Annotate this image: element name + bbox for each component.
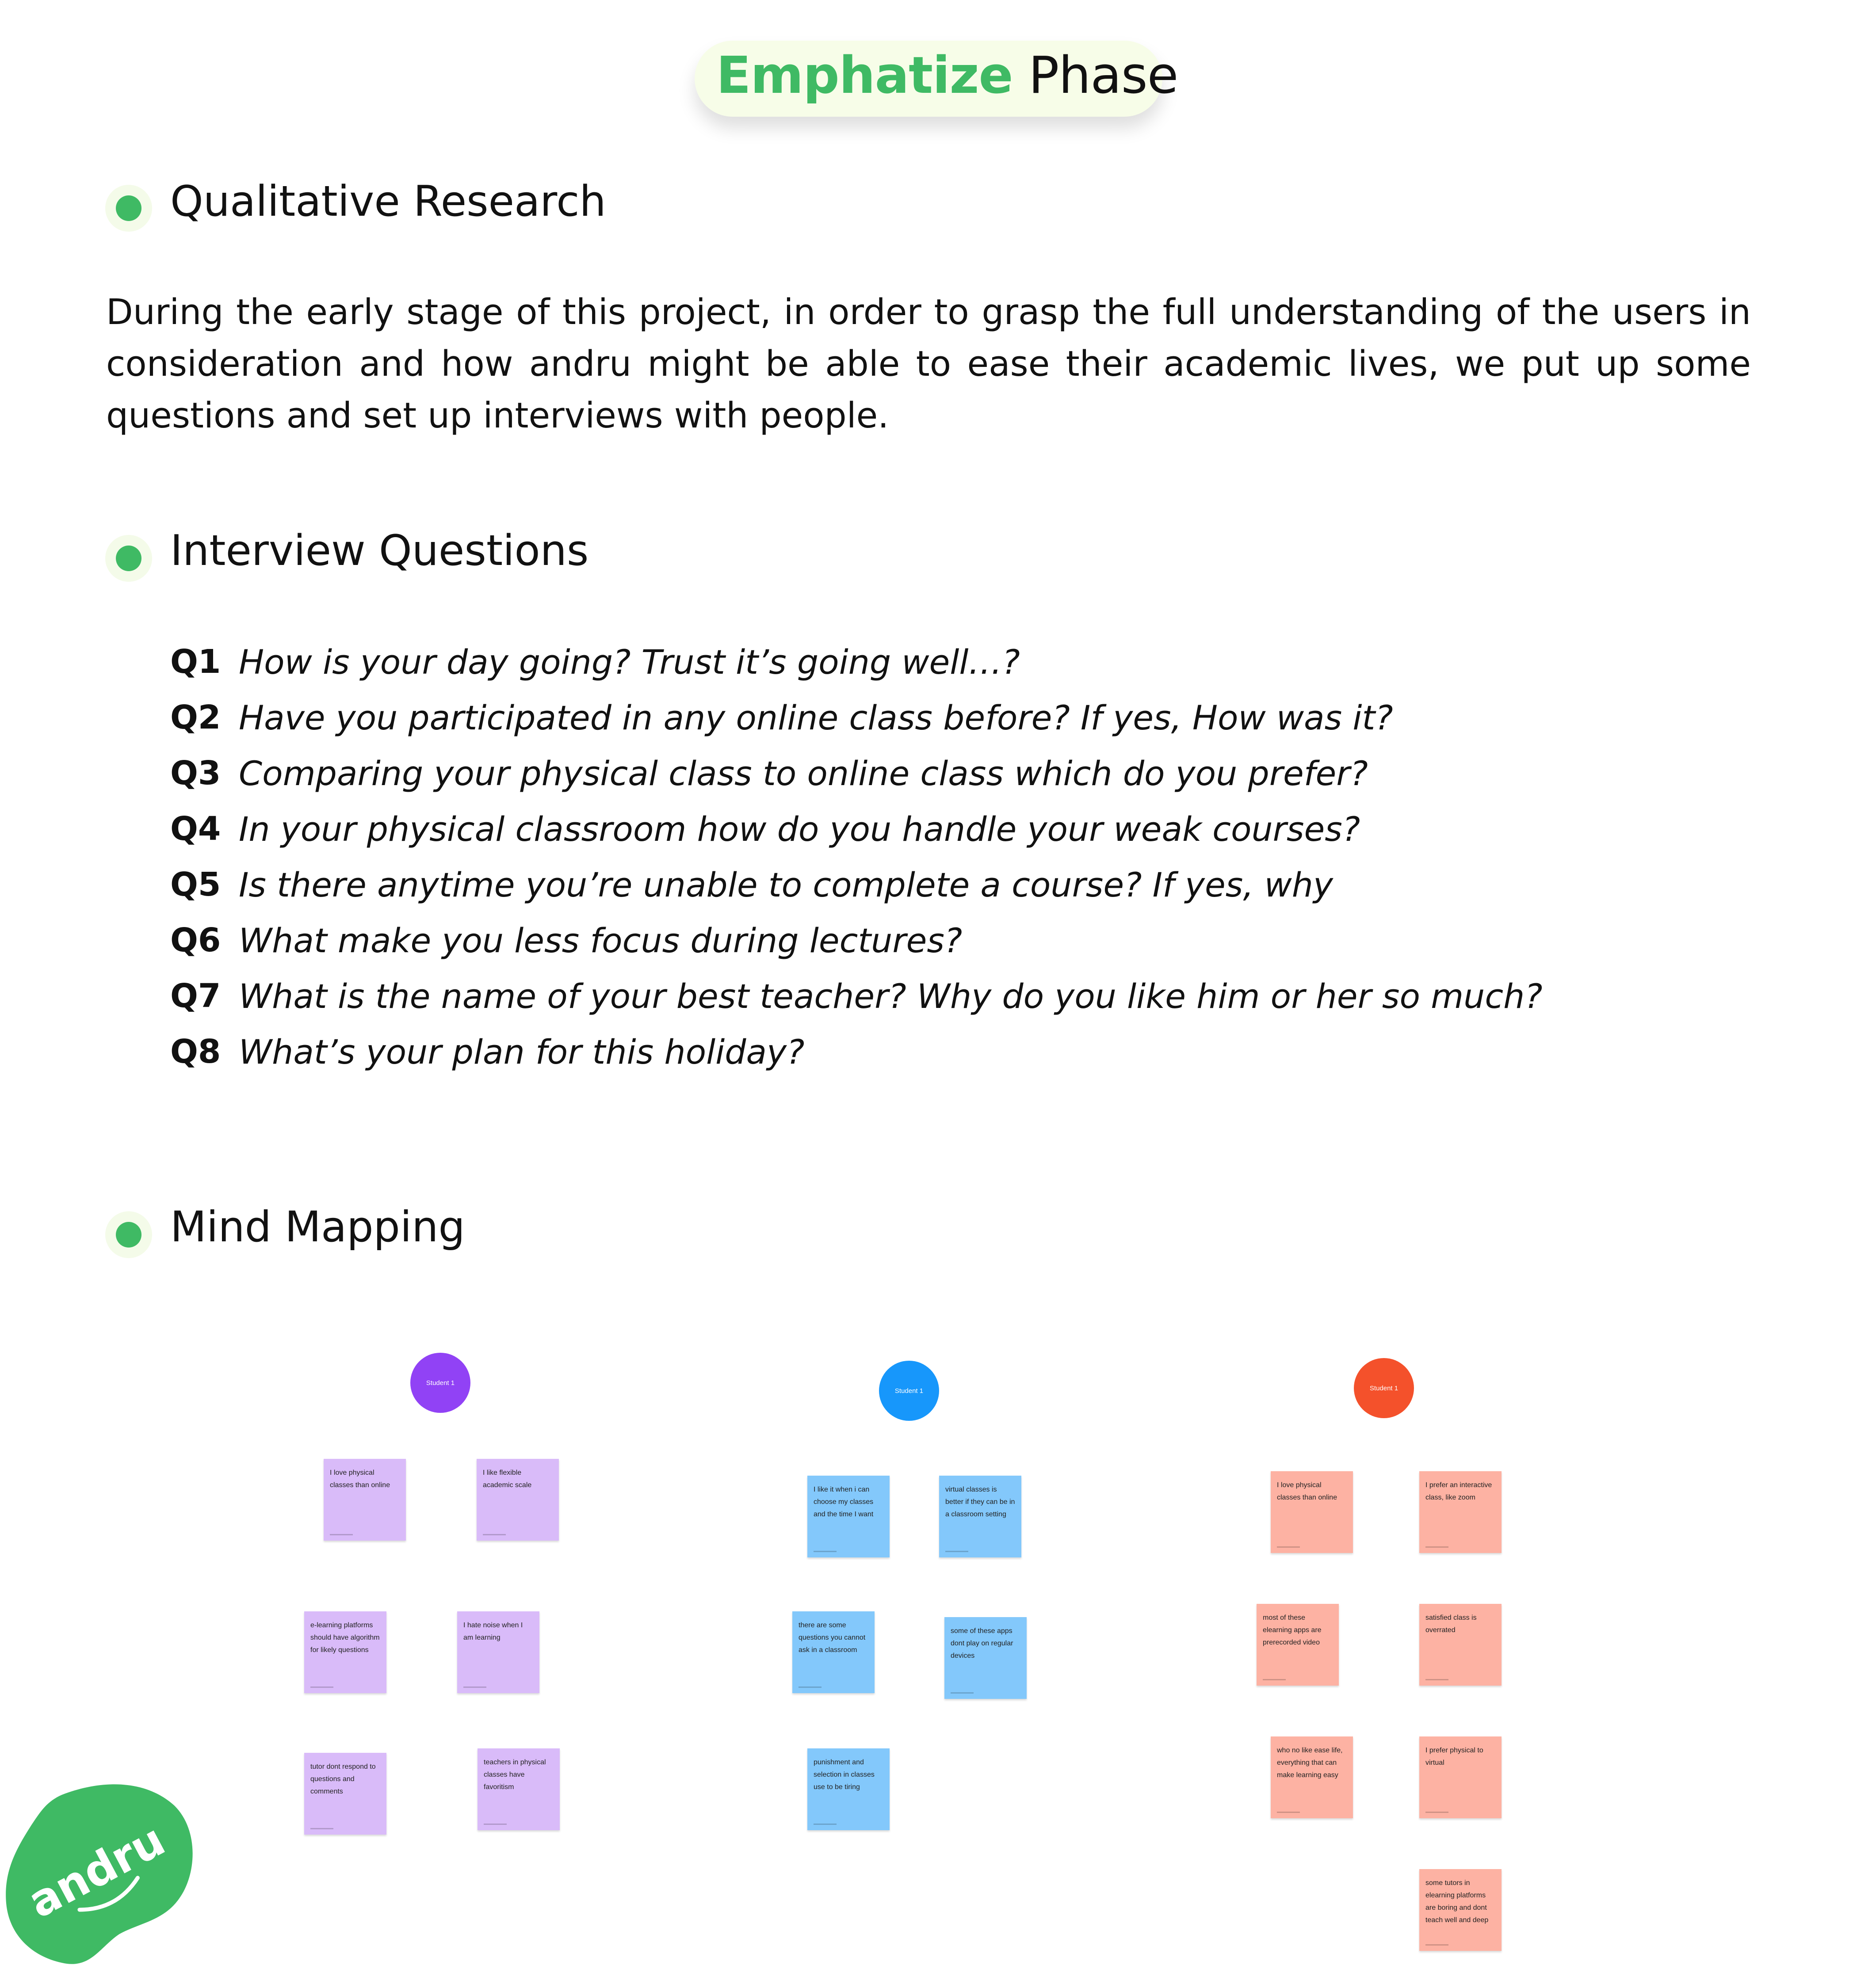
question-text: Is there anytime you’re unable to complete a course? If yes, why bbox=[239, 865, 1333, 904]
sticky-note-text: some tutors in elearning platforms are boring and dont teach well and deep bbox=[1425, 1879, 1489, 1924]
intro-paragraph: During the early stage of this project, in order to grasp the full understanding of the users in consideration and how andru might be able to ease their academic lives, we put up some questions and set up interviews with people. bbox=[106, 292, 1751, 436]
sticky-note-text: I love physical classes than online bbox=[1277, 1481, 1337, 1501]
sticky-note bbox=[944, 1617, 1027, 1699]
sticky-note-text: virtual classes is better if they can be in a classroom setting bbox=[945, 1486, 1015, 1518]
sticky-note-author-mark bbox=[814, 1824, 837, 1825]
question-row bbox=[170, 690, 1762, 745]
student-node: Student 1 bbox=[410, 1353, 470, 1413]
sticky-note-author-mark bbox=[463, 1687, 486, 1688]
sticky-note bbox=[1419, 1736, 1502, 1818]
question-text: What make you less focus during lectures? bbox=[239, 920, 963, 960]
page-title bbox=[716, 42, 1178, 109]
sticky-note bbox=[807, 1476, 890, 1557]
sticky-note bbox=[939, 1476, 1021, 1557]
logo-wordmark: andru bbox=[19, 1813, 173, 1928]
sticky-note-author-mark bbox=[1263, 1679, 1286, 1680]
sticky-note-text: I like flexible academic scale bbox=[483, 1469, 532, 1489]
question-number: Q1 bbox=[170, 643, 221, 681]
question-row bbox=[170, 1024, 1762, 1080]
sticky-note bbox=[457, 1611, 539, 1693]
section-bullet-icon bbox=[116, 195, 141, 221]
sticky-note bbox=[1419, 1604, 1502, 1686]
sticky-note-author-mark bbox=[1277, 1546, 1300, 1548]
sticky-note-text: e-learning platforms should have algorithm for likely questions bbox=[310, 1622, 380, 1654]
question-number: Q4 bbox=[170, 810, 221, 848]
title-rest: Phase bbox=[1028, 46, 1178, 105]
question-list bbox=[170, 634, 1762, 1080]
sticky-note-text: I love physical classes than online bbox=[330, 1469, 390, 1489]
question-number: Q6 bbox=[170, 921, 221, 959]
sticky-note-text: some of these apps dont play on regular devices bbox=[951, 1627, 1013, 1660]
student-node: Student 1 bbox=[879, 1361, 939, 1421]
section-heading-interview: Interview Questions bbox=[170, 527, 589, 575]
sticky-note bbox=[1271, 1471, 1353, 1553]
question-number: Q2 bbox=[170, 698, 221, 736]
sticky-note-author-mark bbox=[799, 1687, 822, 1688]
sticky-note-text: tutor dont respond to questions and comments bbox=[310, 1763, 376, 1795]
sticky-note bbox=[792, 1611, 875, 1693]
sticky-note-text: teachers in physical classes have favoritism bbox=[484, 1759, 546, 1791]
question-number: Q5 bbox=[170, 866, 221, 904]
section-heading-mindmap: Mind Mapping bbox=[170, 1203, 465, 1252]
sticky-note-author-mark bbox=[951, 1692, 974, 1694]
sticky-note bbox=[478, 1748, 560, 1830]
question-text: What’s your plan for this holiday? bbox=[239, 1032, 805, 1072]
sticky-note-text: most of these elearning apps are prerecorded video bbox=[1263, 1614, 1322, 1646]
question-number: Q8 bbox=[170, 1033, 221, 1071]
sticky-note-text: satisfied class is overrated bbox=[1425, 1614, 1477, 1634]
question-number: Q3 bbox=[170, 754, 221, 792]
sticky-note bbox=[1271, 1736, 1353, 1818]
question-number: Q7 bbox=[170, 977, 221, 1015]
sticky-note-text: punishment and selection in classes use to be tiring bbox=[814, 1759, 875, 1791]
sticky-note-author-mark bbox=[484, 1824, 507, 1825]
question-row bbox=[170, 634, 1762, 690]
question-row bbox=[170, 912, 1762, 968]
sticky-note-text: I prefer physical to virtual bbox=[1425, 1747, 1483, 1767]
sticky-note-author-mark bbox=[310, 1687, 333, 1688]
question-text: In your physical classroom how do you handle your weak courses? bbox=[239, 809, 1360, 849]
sticky-note-author-mark bbox=[1425, 1812, 1448, 1813]
question-text: Have you participated in any online class before? If yes, How was it? bbox=[239, 698, 1393, 737]
question-row bbox=[170, 968, 1762, 1024]
sticky-note bbox=[807, 1748, 890, 1830]
title-highlight: Emphatize bbox=[716, 46, 1013, 105]
question-text: Comparing your physical class to online class which do you prefer? bbox=[239, 753, 1368, 793]
section-heading-qualitative: Qualitative Research bbox=[170, 177, 606, 226]
question-text: How is your day going? Trust it’s going well…? bbox=[239, 642, 1020, 682]
sticky-note-text: who no like ease life, everything that can make learning easy bbox=[1277, 1747, 1343, 1779]
sticky-note-text: I like it when i can choose my classes and the time I want bbox=[814, 1486, 874, 1518]
section-bullet-icon bbox=[116, 1222, 141, 1248]
sticky-note-author-mark bbox=[1277, 1812, 1300, 1813]
sticky-note-author-mark bbox=[330, 1534, 353, 1535]
question-text: What is the name of your best teacher? Why do you like him or her so much? bbox=[239, 976, 1543, 1016]
sticky-note-author-mark bbox=[1425, 1679, 1448, 1680]
sticky-note-author-mark bbox=[483, 1534, 506, 1535]
sticky-note-text: I hate noise when I am learning bbox=[463, 1622, 523, 1641]
sticky-note bbox=[324, 1459, 406, 1541]
sticky-note-author-mark bbox=[945, 1551, 968, 1552]
sticky-note-author-mark bbox=[310, 1828, 333, 1829]
sticky-note bbox=[1257, 1604, 1339, 1686]
sticky-note-text: I prefer an interactive class, like zoom bbox=[1425, 1481, 1492, 1501]
student-node: Student 1 bbox=[1354, 1358, 1414, 1418]
sticky-note bbox=[1419, 1869, 1502, 1951]
question-row bbox=[170, 801, 1762, 857]
sticky-note-author-mark bbox=[1425, 1546, 1448, 1548]
sticky-note-author-mark bbox=[814, 1551, 837, 1552]
andru-logo bbox=[0, 1782, 199, 1972]
section-bullet-icon bbox=[116, 546, 141, 571]
sticky-note bbox=[477, 1459, 559, 1541]
question-row bbox=[170, 745, 1762, 801]
sticky-note bbox=[1419, 1471, 1502, 1553]
sticky-note-author-mark bbox=[1425, 1944, 1448, 1946]
question-row bbox=[170, 857, 1762, 912]
sticky-note bbox=[304, 1611, 386, 1693]
sticky-note bbox=[304, 1753, 386, 1835]
sticky-note-text: there are some questions you cannot ask in a classroom bbox=[799, 1622, 866, 1654]
